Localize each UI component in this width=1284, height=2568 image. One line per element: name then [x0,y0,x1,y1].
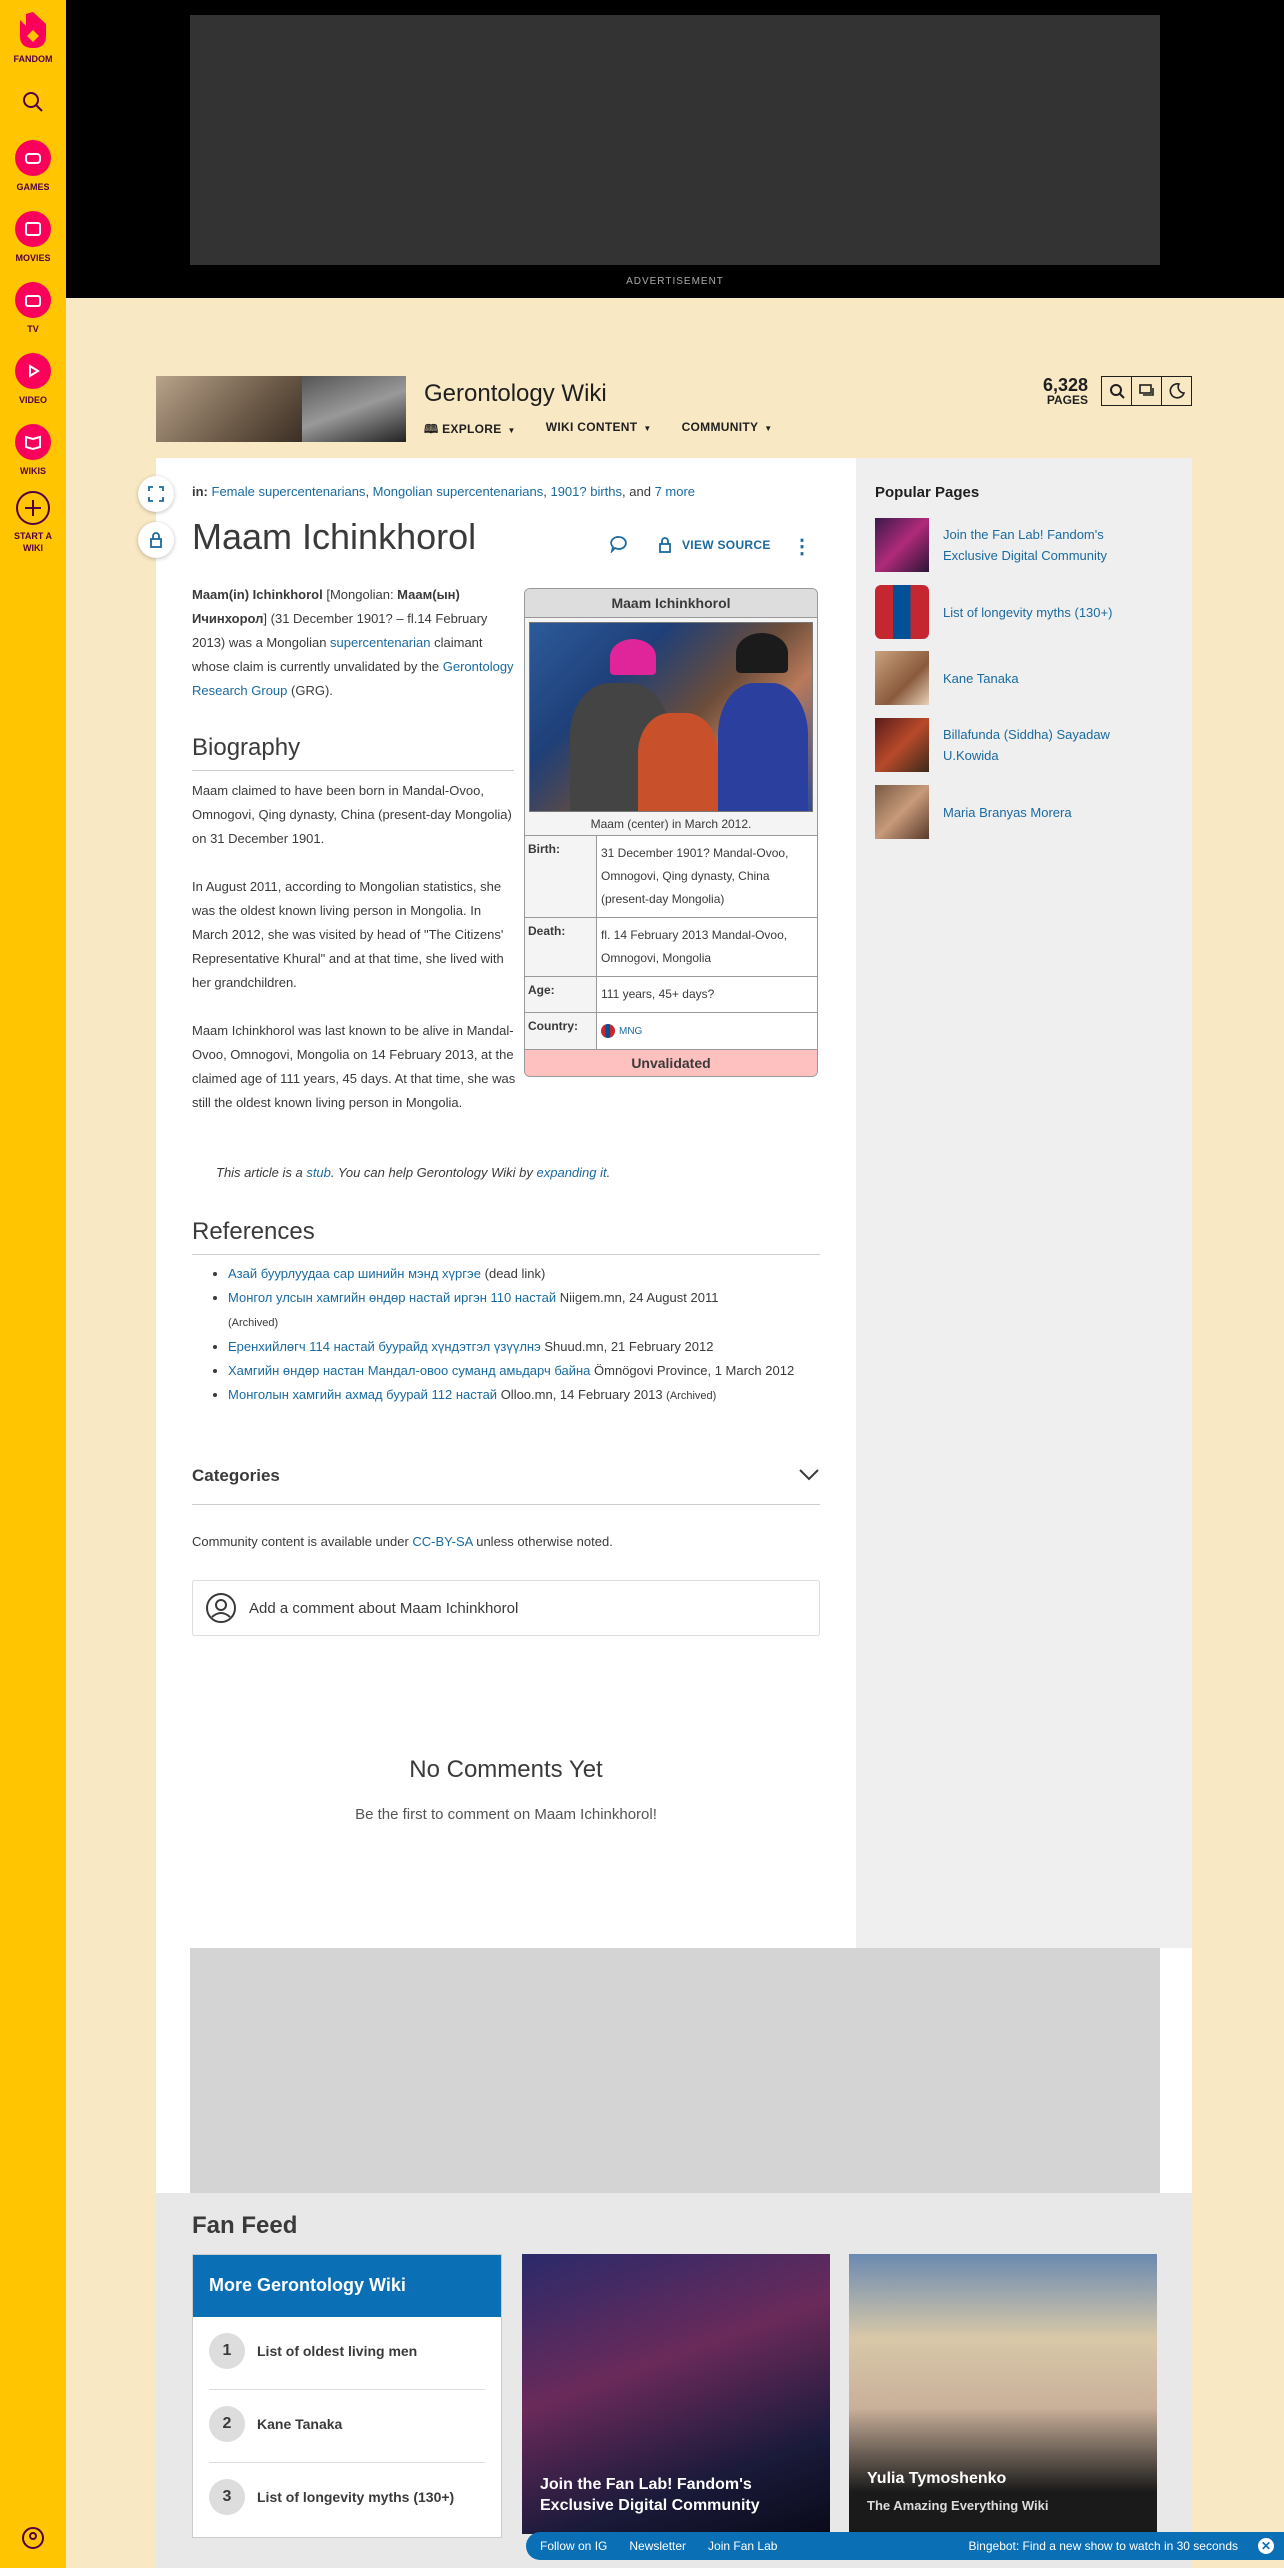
popular-page-item[interactable] [875,651,1155,705]
infobox-row-birth [525,835,817,917]
wiki-logo-photo-left [156,376,302,442]
view-source-label: VIEW SOURCE [682,538,771,552]
join-fan-lab-link[interactable]: Join Fan Lab [708,2539,778,2553]
follow-ig-link[interactable]: Follow on IG [540,2539,608,2553]
license-link[interactable]: CC-BY-SA [412,1534,473,1549]
reference-item [228,1359,828,1383]
nav-wikis[interactable] [0,424,66,476]
archived-link[interactable]: (Archived) [228,1317,279,1329]
archived-link[interactable]: (Archived) [666,1390,717,1402]
infobox-caption: Maam (center) in March 2012. [590,817,752,831]
death-label: Death: [525,918,597,976]
references-heading: References [192,1218,315,1245]
page-count [1043,376,1088,406]
license-text: unless otherwise noted. [472,1534,613,1549]
popular-page-thumbnail [875,518,929,572]
games-icon [15,140,51,176]
categories-and: , and [622,484,651,499]
infobox-row-death [525,917,817,976]
stub-text: . [606,1165,611,1180]
image-hat-black [736,633,788,673]
fan-feed-card[interactable] [522,2254,830,2534]
divider [192,1504,820,1505]
more-wiki-item-label: List of longevity myths (130+) [257,2489,455,2505]
nav-video[interactable] [0,353,66,405]
categories-heading: Categories [192,1466,280,1485]
rank-number: 3 [209,2479,245,2515]
header-actions [1102,376,1192,406]
page-count-label: PAGES [1046,393,1088,407]
fan-feed-card-caption [867,2468,1048,2516]
nav-explore-label: EXPLORE [442,422,502,436]
reference-link[interactable]: Монголын хамгийн ахмад буурай 112 настай [228,1387,498,1402]
popular-page-item[interactable] [875,718,1155,772]
wikis-label: WIKIS [20,466,46,476]
categories-prefix: in: [192,484,208,499]
reference-source: (dead link) [481,1266,546,1281]
talk-button[interactable] [610,535,628,558]
popular-page-thumbnail [875,718,929,772]
search-icon [1109,383,1125,399]
no-comments-heading: No Comments Yet [409,1756,603,1783]
category-breadcrumb: in: Female supercentenarians, Mongolian supercentenarians, 1901? births, and 7 more [192,484,696,499]
popular-page-thumbnail [875,651,929,705]
nav-tv[interactable] [0,282,66,334]
wiki-logo[interactable] [156,376,406,442]
wiki-title[interactable]: Gerontology Wiki [424,380,607,407]
more-wiki-list [192,2254,502,2538]
infobox-title: Maam Ichinkhorol [525,589,817,618]
reference-item [228,1335,828,1359]
popular-page-link[interactable]: List of longevity myths (130+) [943,604,1113,620]
category-link[interactable]: 1901? births [550,484,623,499]
more-wiki-item[interactable] [209,2479,485,2515]
bio-paragraph: Maam Ichinkhorol was last known to be alive in Mandal-Ovoo, Omnogovi, Mongolia on 14 February 2013, at the claimed age of 111 years, 45 days. At that time, she was still the oldest known living person in Mongolia. [192,1023,516,1110]
user-icon [21,2526,45,2550]
popular-pages-heading: Popular Pages [875,484,980,501]
nav-community[interactable] [682,420,773,441]
fan-feed-card-title: Yulia Tymoshenko [867,2470,1007,2487]
popular-page-link[interactable]: Kane Tanaka [943,670,1019,686]
infobox-row-age [525,976,817,1012]
reference-link[interactable]: Еренхийлөгч 114 настай буурайд хүндэтгэл үзүүлнэ [228,1339,541,1354]
reference-link[interactable]: Монгол улсын хамгийн өндөр настай иргэн 110 настай [228,1290,557,1305]
intro-text: (GRG). [287,683,333,698]
more-wiki-item[interactable] [209,2333,485,2369]
infobox [524,588,818,1077]
categories-more-link[interactable]: 7 more [654,484,696,499]
birth-label: Birth: [525,836,597,917]
stub-link[interactable]: stub [306,1165,331,1180]
book-icon: 🕮 [424,422,439,436]
intro-bold-name: Maam(in) Ichinkhorol [192,587,323,602]
license-notice [192,1534,613,1549]
fan-feed-heading: Fan Feed [192,2212,298,2239]
birth-value: 31 December 1901? Mandal-Ovoo, Omnogovi, Qing dynasty, China (present-day Mongolia) [597,836,817,917]
supercentenarian-link[interactable]: supercentenarian [330,635,431,650]
popular-page-thumbnail [875,785,929,839]
page-count-number: 6,328 [1042,375,1088,395]
popular-page-link[interactable]: Maria Branyas Morera [943,804,1072,820]
global-nav [0,0,66,2568]
chevron-down-icon [798,1468,820,1482]
reference-item [228,1286,828,1335]
more-wiki-item-label: List of oldest living men [257,2343,418,2359]
rank-number: 1 [209,2333,245,2369]
video-icon [15,353,51,389]
country-label: Country: [525,1013,597,1049]
caret-down-icon: ▼ [643,424,652,433]
stub-text: This article is a [216,1165,307,1180]
start-a-wiki[interactable] [0,490,66,554]
death-value: fl. 14 February 2013 Mandal-Ovoo, Omnogovi, Mongolia [597,918,817,976]
moon-icon [1169,383,1185,399]
avatar-icon [205,1592,237,1624]
expanding-link[interactable]: expanding it [536,1165,607,1180]
reference-source: Shuud.mn, 21 February 2012 [540,1339,714,1354]
discussions-button[interactable] [1131,376,1162,406]
reference-source: Ömnögovi Province, 1 March 2012 [590,1363,795,1378]
fandom-logo-icon [16,10,50,50]
caret-down-icon: ▼ [507,426,516,435]
image-figure-right [718,683,808,812]
discussions-icon [1139,383,1155,399]
tv-label: TV [27,324,39,334]
wikis-icon [15,424,51,460]
biography-heading: Biography [192,734,301,761]
advertisement-label: ADVERTISEMENT [626,276,724,287]
movies-icon [15,211,51,247]
country-link[interactable]: MNG [619,1026,643,1037]
nav-explore[interactable] [424,420,516,441]
start-wiki-label: START A WIKI [14,531,52,553]
references-list [228,1262,828,1408]
divider [192,1254,820,1255]
top-ad-slot [190,15,1160,265]
top-ad-region [66,0,1284,298]
intro-text: ] (31 December 1901? – fl.14 February 2013) was a Mongolian [192,611,488,650]
lock-icon [148,532,164,548]
image-hat-pink [610,639,656,675]
stub-notice [216,1165,610,1180]
comment-placeholder: Add a comment about Maam Ichinkhorol [249,1599,519,1617]
image-figure-center [638,713,718,812]
newsletter-link[interactable]: Newsletter [629,2539,687,2553]
intro-paragraph [192,583,516,703]
popular-page-thumbnail [875,585,929,639]
mongolia-flag-icon [601,1024,615,1038]
reference-item [228,1383,828,1408]
close-icon[interactable]: ✕ [1258,2538,1274,2554]
bio-paragraph: In August 2011, according to Mongolian statistics, she was the oldest known living person in Mongolia. In March 2012, she was visited by head of "The Citizens' Representative Khural" and at that time, she lived with her grandchildren. [192,879,504,990]
nav-community-label: COMMUNITY [681,420,759,434]
divider [192,770,514,771]
comment-icon [610,535,628,553]
comment-input[interactable] [192,1580,820,1636]
bio-paragraph: Maam claimed to have been born in Mandal-Ovoo, Omnogovi, Qing dynasty, China (present-day Mongolia) on 31 December 1901. [192,783,512,846]
intro-text: [Mongolian: [322,587,398,602]
fan-feed-card-subtitle: The Amazing Everything Wiki [867,2498,1049,2513]
reference-source: Niigem.mn, 24 August 2011 [556,1290,719,1305]
infobox-row-country [525,1012,817,1049]
lock-icon [656,536,674,554]
nav-games[interactable] [0,140,66,192]
wiki-header [156,376,1192,458]
infobox-image[interactable] [529,622,813,812]
fullscreen-button[interactable] [138,476,174,512]
protection-button[interactable] [138,522,174,558]
video-label: VIDEO [18,395,47,405]
popular-page-item[interactable] [875,518,1155,572]
nav-movies[interactable] [0,211,66,263]
fan-feed-card[interactable] [849,2254,1157,2534]
categories-toggle[interactable] [192,1466,820,1486]
popular-page-link[interactable]: Billafunda (Siddha) Sayadaw U.Kowida [943,727,1110,763]
popular-page-item[interactable] [875,585,1155,639]
fandom-logo[interactable] [0,10,66,64]
no-comments-subtext: Be the first to comment on Maam Ichinkhorol! [355,1806,657,1823]
reference-link[interactable]: Азай буурлуудаа сар шинийн мэнд хүргэе [228,1266,482,1281]
games-label: GAMES [16,182,50,192]
nav-wiki-content-label: WIKI CONTENT [545,420,638,434]
bingebot-link[interactable]: Bingebot: Find a new show to watch in 30 seconds [968,2539,1238,2553]
stub-text: . You can help Gerontology Wiki by [330,1165,537,1180]
more-wiki-item[interactable] [209,2406,485,2442]
page-title: Maam Ichinkhorol [192,516,477,557]
tv-icon [15,282,51,318]
caret-down-icon: ▼ [764,424,773,433]
reference-item [228,1262,828,1286]
expand-icon [148,486,164,502]
bottom-ad-region [156,1948,1192,2193]
license-text: Community content is available under [192,1534,413,1549]
movies-label: MOVIES [15,253,51,263]
nav-wiki-content[interactable] [546,420,652,441]
divider [209,2462,485,2463]
fan-feed-card-title: Join the Fan Lab! Fandom's Exclusive Digital Community [540,2476,760,2514]
age-label: Age: [525,977,597,1012]
wiki-logo-photo-right [302,376,406,442]
popular-page-item[interactable] [875,785,1155,839]
category-link[interactable]: Female supercentenarians [211,484,366,499]
divider [209,2389,485,2390]
more-actions-button[interactable] [792,534,812,559]
popular-page-link[interactable]: Join the Fan Lab! Fandom's Exclusive Digital Community [943,527,1107,563]
wiki-nav [424,420,773,441]
bottom-ad-slot [190,1948,1160,2193]
kebab-icon: ⋮ [792,536,812,558]
intro-bold-mongolian: Маам(ын) Ичинхорол [192,587,460,626]
plus-icon [15,490,51,526]
wiki-search-button[interactable] [1101,376,1132,406]
grg-link[interactable]: Gerontology Research Group [192,659,514,698]
age-value: 111 years, 45+ days? [597,977,817,1012]
bottom-promo-bar [526,2532,1284,2560]
dark-mode-toggle[interactable] [1161,376,1192,406]
reference-link[interactable]: Хамгийн өндөр настан Мандал-овоо сумaнд амьдарч байна [228,1363,591,1378]
user-account-button[interactable] [0,2526,66,2552]
global-search-button[interactable] [0,90,66,116]
more-wiki-item-label: Kane Tanaka [257,2416,343,2432]
country-value-cell [597,1013,817,1049]
category-link[interactable]: Mongolian supercentenarians [372,484,544,499]
intro-text: claimant whose claim is currently unvalidated by the [192,635,483,674]
view-source-button[interactable] [656,536,771,554]
validation-status: Unvalidated [525,1049,817,1076]
more-wiki-title: More Gerontology Wiki [193,2255,501,2317]
fandom-label: FANDOM [13,54,53,64]
rank-number: 2 [209,2406,245,2442]
search-icon [21,90,45,114]
reference-source: Olloo.mn, 14 February 2013 [497,1387,667,1402]
